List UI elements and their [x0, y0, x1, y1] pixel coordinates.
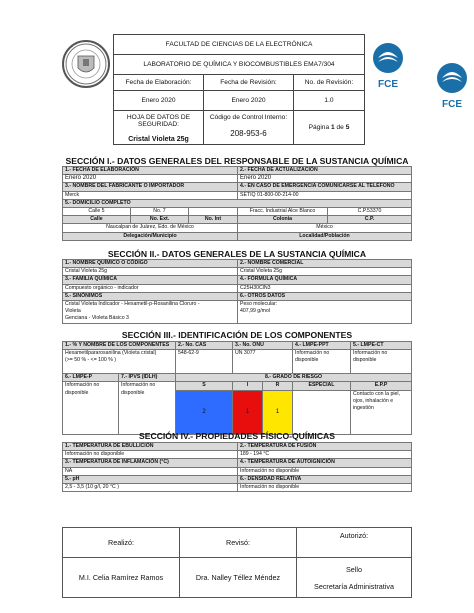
lmpe-p-label: 6.- LMPE-P — [63, 374, 119, 382]
fecha-act: Enero 2020 — [238, 175, 412, 183]
autoign-label: 4.- TEMPERATURA DE AUTOIGNICIÓN — [238, 459, 412, 467]
reviso-label: Revisó: — [180, 528, 297, 558]
section-2-title: SECCIÓN II.- DATOS GENERALES DE LA SUSTANCIA QUÍMICA — [107, 249, 367, 259]
delegacion: Naucalpan de Juárez, Edo. de México — [63, 224, 238, 232]
inflam-label: 3.- TEMPERATURA DE INFLAMACIÓN (°C) — [63, 459, 238, 467]
section-3-title: SECCIÓN III.- IDENTIFICACIÓN DE LOS COMPONENTES — [121, 330, 353, 340]
riesgo-label: 8.- GRADO DE RIESGO — [176, 374, 412, 382]
codigo-label: Código de Control Interno: — [209, 114, 288, 121]
otros-2: 407,99 g/mol — [240, 308, 270, 315]
no-ext: No. 7 — [131, 208, 189, 216]
familia: Compuesto orgánico - indicador — [63, 284, 238, 292]
otros-label: 6.- OTROS DATOS — [238, 292, 412, 300]
autorizo-label: Autorizó: — [297, 528, 412, 558]
fecha-elab-label: Fecha de Elaboración: — [114, 75, 204, 91]
h-cp: C.P. — [328, 216, 412, 224]
lmpe-ct-label: 5.- LMPE-CT — [351, 342, 412, 350]
no-rev-label: No. de Revisión: — [294, 75, 365, 91]
cp: C.P.53370 — [328, 208, 412, 216]
section-1-title: SECCIÓN I.- DATOS GENERALES DEL RESPONSABLE DE LA SUSTANCIA QUÍMICA — [65, 156, 409, 166]
fce-logo-top — [368, 42, 408, 94]
reviso-name: Dra. Nalley Téllez Méndez — [180, 558, 297, 598]
formula: C25H30ClN3 — [238, 284, 412, 292]
risk-reactivity-yellow: 1 — [263, 390, 293, 434]
codigo-value: 208-953-6 — [230, 129, 267, 138]
risk-flammability-red: 1 — [233, 390, 263, 434]
faculty-title: FACULTAD DE CIENCIAS DE LA ELECTRÓNICA — [114, 35, 365, 55]
fabricante-label: 3.- NOMBRE DEL FABRICANTE O IMPORTADOR — [63, 183, 238, 191]
ipvs-label: 7.- IPVS (IDLH) — [119, 374, 176, 382]
lab-title: LABORATORIO DE QUÍMICA Y BIOCOMBUSTIBLES EMA7/304 — [114, 55, 365, 75]
emergencia: SETIQ 01-800-00-214-00 — [238, 191, 412, 199]
fecha-elab-s1: Enero 2020 — [63, 175, 238, 183]
section-2-table — [62, 259, 412, 324]
comercial-label: 2.- NOMBRE COMERCIAL — [238, 260, 412, 268]
onu-label: 3.- No. ONU — [233, 342, 293, 350]
risk-health-blue: 2 — [176, 390, 233, 434]
comp-label: 1.- % Y NOMBRE DE LOS COMPONENTES — [63, 342, 176, 350]
ebull: Información no disponible — [63, 451, 238, 459]
lmpe-ct: Información no disponible — [351, 350, 412, 374]
comercial: Cristal Violeta 25g — [238, 268, 412, 276]
quimico: Cristal Violeta 25g — [63, 268, 238, 276]
densidad: Información no disponible — [238, 484, 412, 492]
sinonimo-2: Violeta — [65, 308, 81, 315]
university-shield-logo — [62, 40, 110, 88]
signature-table — [62, 527, 412, 598]
no-rev: 1.0 — [294, 91, 365, 111]
h-calle: Calle — [63, 216, 131, 224]
fce-logo-side-text: FCE — [442, 99, 462, 110]
no-int — [189, 208, 238, 216]
fecha-elab-label-s1: 1.- FECHA DE ELABORACIÓN — [63, 167, 238, 175]
sello: Sello — [346, 564, 362, 574]
lmpe-ppt: Información no disponible — [293, 350, 351, 374]
h-colonia: Colonia — [238, 216, 328, 224]
familia-label: 3.- FAMILIA QUÍMICA — [63, 276, 238, 284]
hoja-label: HOJA DE DATOS DE SEGURIDAD: — [126, 114, 191, 128]
realizo-name: M.I. Celia Ramírez Ramos — [63, 558, 180, 598]
section-3-table — [62, 341, 412, 435]
h-epp: E.P.P — [351, 382, 412, 390]
h-localidad: Localidad/Población — [238, 232, 412, 240]
pagina-de: de — [336, 124, 344, 131]
pagina-prefix: Página — [308, 124, 330, 131]
epp: Contacto con la piel, ojos, inhalación e ingestión — [351, 390, 412, 434]
fusion: 189 - 194 °C — [238, 451, 412, 459]
ipvs: Información no disponible — [119, 382, 176, 434]
autoign: Información no disponible — [238, 467, 412, 475]
quimico-label: 1.- NOMBRE QUÍMICO O CÓDIGO — [63, 260, 238, 268]
risk-special — [293, 390, 351, 434]
codigo-cell — [204, 111, 294, 145]
sinonimo-1: Cristal Violeta Indicador - Hexametil-p-Rosanilina Cloruro - — [65, 301, 200, 308]
emergencia-label: 4.- EN CASO DE EMERGENCIA COMUNICARSE AL TELÉFONO — [238, 183, 412, 191]
h-especial: ESPECIAL — [293, 382, 351, 390]
densidad-label: 6.- DENSIDAD RELATIVA — [238, 475, 412, 483]
formula-label: 4.- FÓRMULA QUÍMICA — [238, 276, 412, 284]
onu: UN 3077 — [233, 350, 293, 374]
secretaria: Secretaría Administrativa — [314, 581, 394, 591]
ph-label: 5.- pH — [63, 475, 238, 483]
fabricante: Merck — [63, 191, 238, 199]
fce-logo-text: FCE — [378, 79, 398, 90]
h-delegacion: Delegación/Municipio — [63, 232, 238, 240]
sinonimo-3: Genciana - Violeta Básico 3 — [65, 315, 129, 322]
h-s: S — [176, 382, 233, 390]
pagina-total: 5 — [345, 124, 350, 131]
pagina-cell — [294, 111, 365, 145]
domicilio-label: 5.- DOMICILIO COMPLETO — [63, 199, 412, 207]
ebull-label: 1.- TEMPERATURA DE EBULLICIÓN — [63, 443, 238, 451]
section-1-table — [62, 166, 412, 241]
section-4-table — [62, 442, 412, 492]
ph: 2,5 - 3,5 (10 g/l, 20 °C ) — [63, 484, 238, 492]
colonia: Fracc. Industrial Alce Blanco — [238, 208, 328, 216]
pagina-num: 1 — [331, 124, 335, 131]
lmpe-ppt-label: 4.- LMPE-PPT — [293, 342, 351, 350]
h-int: No. Int — [189, 216, 238, 224]
lmpe-p: Información no disponible — [63, 382, 119, 434]
realizo-label: Realizó: — [63, 528, 180, 558]
hoja-cell — [114, 111, 204, 145]
comp-cell — [63, 350, 176, 374]
section-4-title: SECCIÓN IV.- PROPIEDADES FÍSICO-QUÍMICAS — [139, 431, 335, 441]
fecha-act-label: 2.- FECHA DE ACTUALIZACIÓN — [238, 167, 412, 175]
comp-1: Hexametilpararosanilina (Violeta cristal) — [65, 350, 157, 357]
header-table — [113, 34, 365, 145]
h-i: I — [233, 382, 263, 390]
cas-label: 2.- No. CAS — [176, 342, 233, 350]
inflam: NA — [63, 467, 238, 475]
otros-cell — [238, 301, 412, 324]
fecha-rev: Enero 2020 — [204, 91, 294, 111]
sinonimos-label: 5.- SINÓNIMOS — [63, 292, 238, 300]
h-ext: No. Ext. — [131, 216, 189, 224]
autorizo-cell — [297, 558, 412, 598]
fusion-label: 2.- TEMPERATURA DE FUSIÓN — [238, 443, 412, 451]
localidad: México — [238, 224, 412, 232]
fecha-rev-label: Fecha de Revisión: — [204, 75, 294, 91]
sinonimos-cell — [63, 301, 238, 324]
fce-logo-side — [432, 62, 472, 122]
fecha-elab: Enero 2020 — [114, 91, 204, 111]
product-name: Cristal Violeta 25g — [128, 136, 189, 143]
otros-1: Peso molecular: — [240, 301, 278, 308]
comp-2: (>= 50 % - <= 100 % ) — [65, 357, 117, 364]
calle: Calle 5 — [63, 208, 131, 216]
h-r: R — [263, 382, 293, 390]
cas: 548-62-9 — [176, 350, 233, 374]
